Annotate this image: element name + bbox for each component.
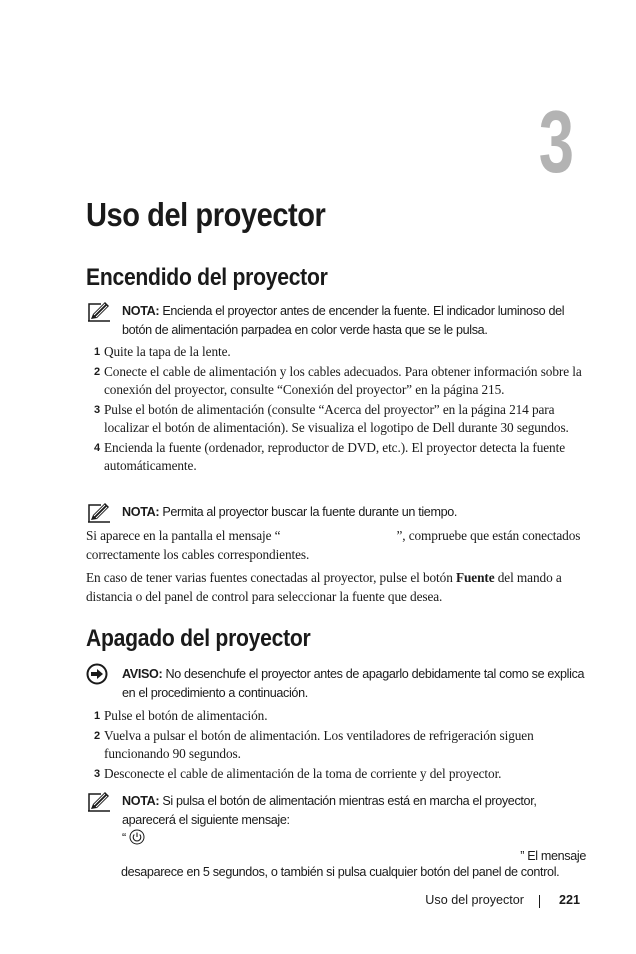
page-footer [0,893,580,913]
note-message-open: “ [122,829,586,851]
note-text: NOTA: Si pulsa el botón de alimentación mientras está en marcha el proyector, aparecerá el siguiente mensaje: [122,794,537,827]
notice-block [86,663,586,703]
note-text: NOTA: Permita al proyector buscar la fuente durante un tiempo. [122,505,458,519]
paragraph-mensaje: Si aparece en la pantalla el mensaje “ ”, compruebe que están conectados correctamente los cables correspondientes. [86,528,581,562]
list-item: 4 Encienda la fuente (ordenador, reproductor de DVD, etc.). El proyector detecta la fuente automáticamente. [94,439,566,473]
note-block [86,301,586,341]
note-block [86,502,586,524]
list-item: 1 Quite la tapa de la lente. [94,344,231,359]
steps-list-encendido [86,343,586,477]
note-text: NOTA: Encienda el proyector antes de encender la fuente. El indicador luminoso del botón de alimentación parpadea en color verde hasta que se le pulsa. [122,304,565,337]
note-message-close: ” El mensaje [520,849,586,863]
pencil-note-icon [86,791,112,813]
pencil-note-icon [86,301,112,323]
list-item: 3 Pulse el botón de alimentación (consulte “Acerca del proyector” en la página 214 para localizar el botón de alimentación). Se visualiza el logotipo de Dell durante 30 segundos. [94,401,569,435]
notice-hand-icon [86,663,112,685]
chapter-title: Uso del proyector [86,196,326,233]
paragraph-fuentes: En caso de tener varias fuentes conectadas al proyector, pulse el botón Fuente del mando a distancia o del panel de control para seleccionar la fuente que desea. [86,570,562,604]
note-block [86,791,586,881]
steps-list-apagado [86,707,586,784]
notice-text: AVISO: No desenchufe el proyector antes de apagarlo debidamente tal como se explica en el procedimiento a continuación. [122,667,585,700]
section-title-encendido: Encendido del proyector [86,264,328,291]
note-message-end: desaparece en 5 segundos, o también si pulsa cualquier botón del panel de control. [121,865,560,879]
list-item: 1 Pulse el botón de alimentación. [94,708,268,723]
footer-section-label: Uso del proyector [425,893,524,907]
footer-divider [539,895,540,908]
section-title-apagado: Apagado del proyector [86,625,311,652]
list-item: 2 Conecte el cable de alimentación y los cables adecuados. Para obtener información sobre la conexión del proyector, consulte “Conexión del proyector” en la página 215. [94,363,582,397]
pencil-note-icon [86,502,112,524]
list-item: 2 Vuelva a pulsar el botón de alimentación. Los ventiladores de refrigeración siguen funcionando 90 segundos. [94,727,534,761]
list-item: 3 Desconecte el cable de alimentación de la toma de corriente y del proyector. [94,765,502,781]
chapter-number: 3 [538,92,574,191]
page-number: 221 [558,893,580,907]
